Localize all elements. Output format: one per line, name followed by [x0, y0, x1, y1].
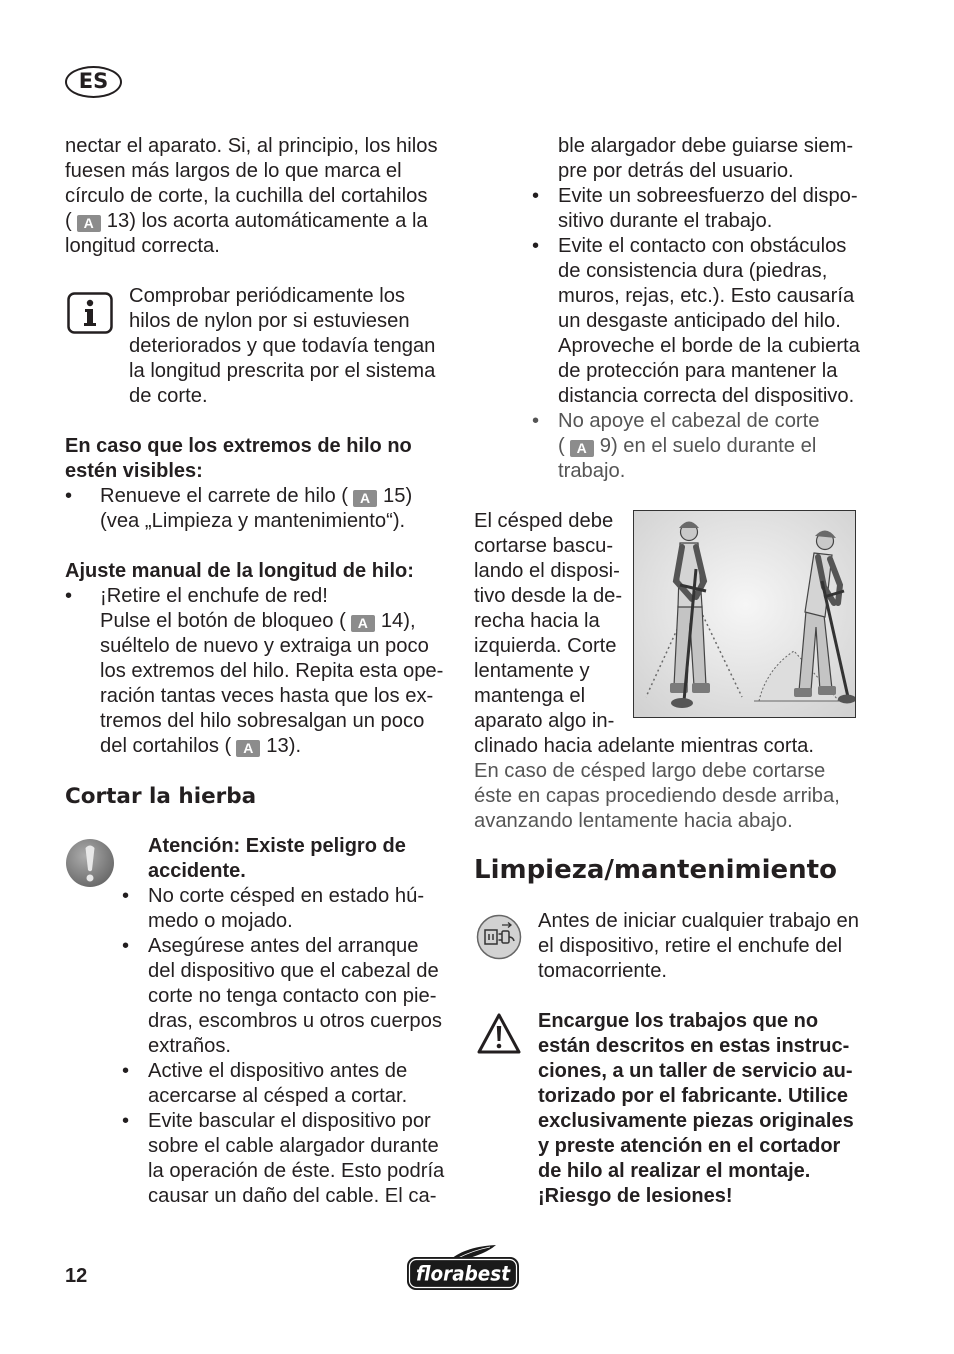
bullet: • — [65, 585, 73, 607]
text-line — [100, 609, 443, 634]
text-line: clinado hacia adelante mientras corta. — [474, 735, 815, 757]
text-line: mantenga el — [474, 685, 586, 707]
text-fragment: 13) los acorta automáticamente a la — [106, 210, 428, 232]
text-line — [65, 209, 438, 234]
text-line — [100, 734, 443, 759]
text-line: En caso de césped largo debe cortarse — [474, 760, 826, 782]
list-item — [122, 1059, 444, 1109]
section-title-maintenance: Limpieza/mantenimiento — [474, 855, 837, 885]
text-line: Encargue los trabajos que no — [538, 1010, 819, 1032]
text-line: (vea „Limpieza y mantenimiento“). — [100, 510, 406, 532]
text-line: No corte césped en estado hú- — [148, 885, 425, 907]
figure-ref-badge: A — [353, 490, 377, 507]
bullet-list — [65, 584, 443, 759]
text-line: Evite el contacto con obstáculos — [558, 235, 847, 257]
text-line: estén visibles: — [65, 460, 203, 482]
text-line — [558, 434, 860, 459]
text-line: de hilo al realizar el montaje. — [538, 1160, 811, 1182]
text-line: muros, rejas, etc.). Esto causaría — [558, 285, 855, 307]
text-line: En caso que los extremos de hilo no — [65, 435, 412, 457]
text-line: causar un daño del cable. El ca- — [148, 1185, 437, 1207]
text-line: El césped debe — [474, 510, 614, 532]
warning-text — [148, 834, 406, 884]
text-line: izquierda. Corte — [474, 635, 617, 657]
bullet: • — [122, 1060, 130, 1082]
text-line: cortarse bascu- — [474, 535, 614, 557]
figure-ref-badge: A — [236, 740, 260, 757]
text-line: No apoye el cabezal de corte — [558, 410, 820, 432]
section-title-cutting: Cortar la hierba — [65, 784, 257, 809]
bullet-list — [532, 184, 860, 484]
text-line: Asegúrese antes del arranque — [148, 935, 419, 957]
brand-logo — [406, 1244, 520, 1298]
text-fragment: Pulse el botón de bloqueo ( — [100, 610, 346, 632]
text-fragment: 9) en el suelo durante el — [599, 435, 817, 457]
text-line: recha hacia la — [474, 610, 600, 632]
text-fragment: ( — [65, 210, 72, 232]
page-number: 12 — [65, 1265, 88, 1287]
text-line: acercarse al césped a cortar. — [148, 1085, 408, 1107]
text-line: exclusivamente piezas originales — [538, 1110, 854, 1132]
text-line: Antes de iniciar cualquier trabajo en — [538, 910, 859, 932]
list-item — [532, 234, 860, 409]
bullet-list — [122, 884, 444, 1209]
warning-triangle-icon — [476, 1011, 522, 1063]
text-line: ración tantas veces hasta que los ex- — [100, 685, 434, 707]
text-line: están descritos en estas instruc- — [538, 1035, 850, 1057]
text-line: los extremos del hilo. Repita esta ope- — [100, 660, 444, 682]
text-line: pre por detrás del usuario. — [558, 160, 794, 182]
text-line: sobre el cable alargador durante — [148, 1135, 439, 1157]
subheading-manual-adjust — [65, 559, 414, 584]
text-fragment: 15) — [383, 485, 413, 507]
bullet: • — [65, 485, 73, 507]
text-line: hilos de nylon por si estuviesen — [129, 310, 410, 332]
text-fragment: del cortahilos ( — [100, 735, 232, 757]
text-line: de protección para mantener la — [558, 360, 838, 382]
bullet: • — [122, 1110, 130, 1132]
text-line: el dispositivo, retire el enchufe del — [538, 935, 843, 957]
text-line: un desgaste anticipado del hilo. — [558, 310, 841, 332]
text-line: y preste atención en el cortador — [538, 1135, 841, 1157]
text-line: aparato algo in- — [474, 710, 615, 732]
text-line: distancia correcta del dispositivo. — [558, 385, 855, 407]
text-line: ciones, a un taller de servicio au- — [538, 1060, 853, 1082]
text-line — [100, 484, 412, 509]
exclamation-circle-icon — [65, 838, 115, 894]
text-line: sitivo durante el trabajo. — [558, 210, 773, 232]
list-item — [65, 484, 412, 534]
text-line: accidente. — [148, 860, 246, 882]
list-item — [532, 409, 860, 484]
list-item — [122, 884, 444, 934]
text-line: ¡Retire el enchufe de red! — [100, 585, 328, 607]
text-line: Evite bascular el dispositivo por — [148, 1110, 431, 1132]
maintenance-warning — [538, 1009, 854, 1209]
text-line: tivo desde la de- — [474, 585, 623, 607]
text-fragment: Renueve el carrete de hilo ( — [100, 485, 348, 507]
logo-text: florabest — [416, 1261, 512, 1286]
text-line: Atención: Existe peligro de — [148, 835, 406, 857]
text-line: ¡Riesgo de lesiones! — [538, 1185, 733, 1207]
text-line: corte no tenga contacto con pie- — [148, 985, 437, 1007]
bullet: • — [122, 935, 130, 957]
text-line: Evite un sobreesfuerzo del dispo- — [558, 185, 858, 207]
text-line: Ajuste manual de la longitud de hilo: — [65, 560, 414, 582]
list-item — [122, 934, 444, 1059]
text-line: avanzando lentamente hacia abajo. — [474, 810, 793, 832]
bullet: • — [532, 235, 540, 257]
bullet: • — [532, 185, 540, 207]
text-line: fuesen más largos de lo que marca el — [65, 160, 402, 182]
unplug-icon — [476, 914, 522, 966]
figure-ref-badge: A — [351, 615, 375, 632]
text-line: éste en capas procediendo desde arriba, — [474, 785, 840, 807]
text-line: torizado por el fabricante. Utilice — [538, 1085, 849, 1107]
text-line: la longitud prescrita por el sistema — [129, 360, 436, 382]
bullet: • — [532, 410, 540, 432]
text-line: longitud correcta. — [65, 235, 220, 257]
text-line: de corte. — [129, 385, 208, 407]
text-line: Aproveche el borde de la cubierta — [558, 335, 860, 357]
language-badge: ES — [65, 66, 122, 98]
text-line: lentamente y — [474, 660, 590, 682]
continued-text — [558, 134, 853, 184]
text-line: tomacorriente. — [538, 960, 668, 982]
text-line: tremos del hilo sobresalgan un poco — [100, 710, 425, 732]
list-item — [65, 584, 443, 759]
text-line: la operación de éste. Esto podría — [148, 1160, 445, 1182]
bullet: • — [122, 885, 130, 907]
text-fragment: 13). — [266, 735, 302, 757]
text-line: dras, escombros u otros cuerpos — [148, 1010, 442, 1032]
text-line: extraños. — [148, 1035, 232, 1057]
text-line: círculo de corte, la cuchilla del cortahilos — [65, 185, 428, 207]
list-item — [122, 1109, 444, 1209]
trimmer-usage-illustration — [633, 510, 856, 718]
text-line: del dispositivo que el cabezal de — [148, 960, 439, 982]
subheading-invisible-ends — [65, 434, 412, 484]
figure-ref-badge: A — [77, 215, 101, 232]
text-line: deteriorados y que todavía tengan — [129, 335, 436, 357]
bullet-list — [65, 484, 412, 534]
text-line: trabajo. — [558, 460, 626, 482]
text-line: Active el dispositivo antes de — [148, 1060, 408, 1082]
text-fragment: ( — [558, 435, 565, 457]
figure-ref-badge: A — [570, 440, 594, 457]
info-note — [129, 284, 435, 409]
text-line: nectar el aparato. Si, al principio, los hilos — [65, 135, 438, 157]
text-line: de consistencia dura (piedras, — [558, 260, 828, 282]
info-icon — [67, 292, 113, 340]
text-line: medo o mojado. — [148, 910, 293, 932]
list-item — [532, 184, 860, 234]
text-line: lando el disposi- — [474, 560, 620, 582]
text-line: ble alargador debe guiarse siem- — [558, 135, 854, 157]
unplug-note — [538, 909, 859, 984]
text-line: suéltelo de nuevo y extraiga un poco — [100, 635, 429, 657]
text-fragment: 14), — [380, 610, 416, 632]
intro-paragraph — [65, 134, 438, 259]
text-line: Comprobar periódicamente los — [129, 285, 406, 307]
